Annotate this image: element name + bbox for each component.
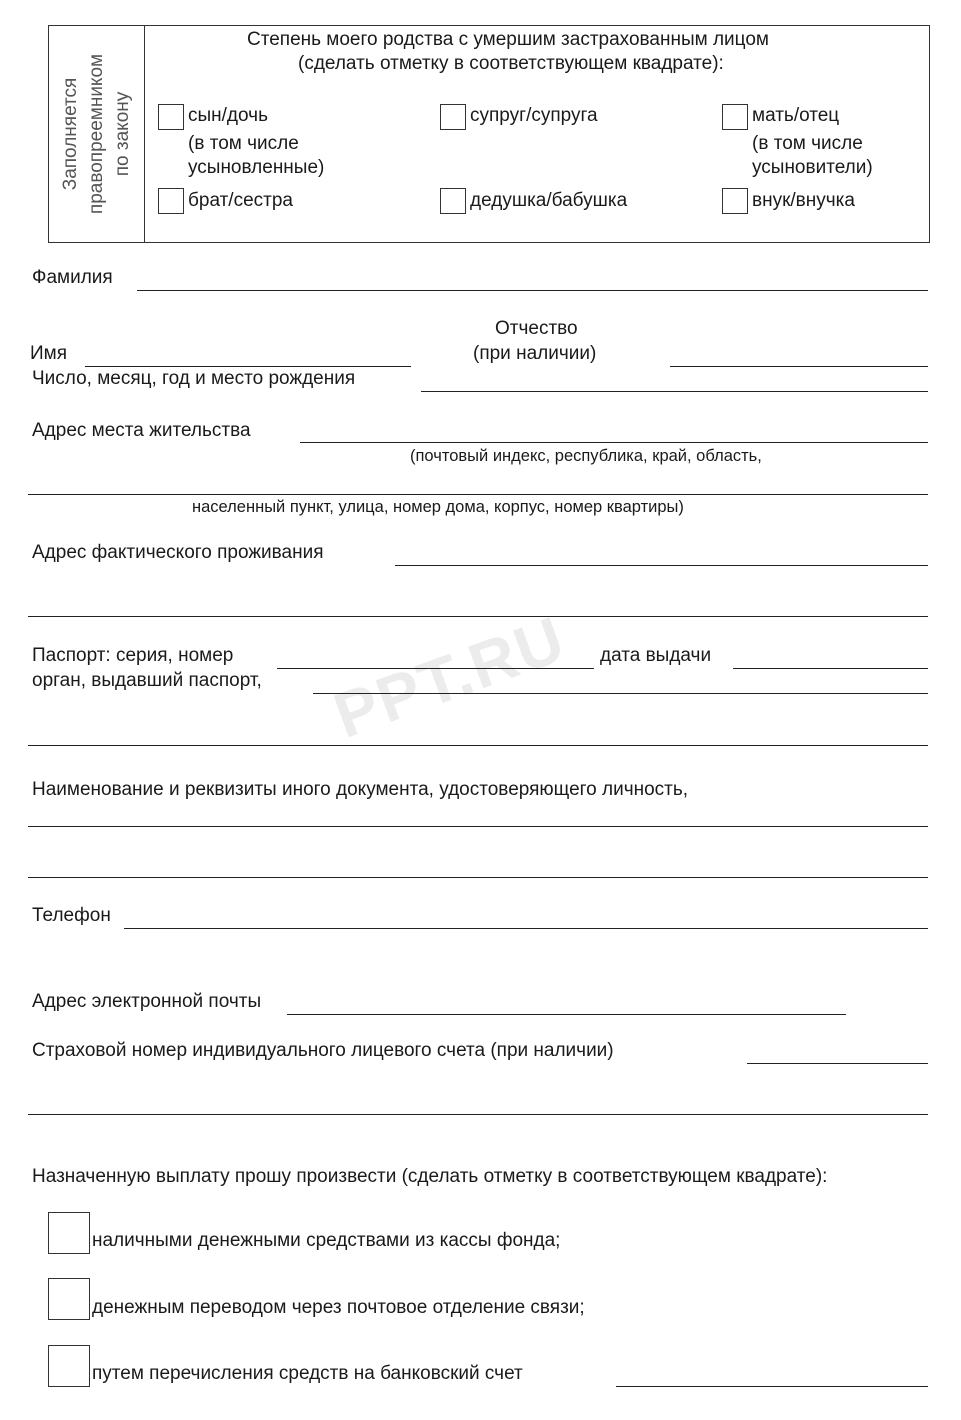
address-field-2[interactable] <box>28 494 928 495</box>
surname-label: Фамилия <box>32 267 113 288</box>
issue-date-label: дата выдачи <box>600 645 712 666</box>
issue-date-field[interactable] <box>733 668 928 669</box>
relation-title-hint: (сделать отметку в соответствующем квадрате): <box>298 53 724 74</box>
passport-field[interactable] <box>277 668 594 669</box>
address-label: Адрес места жительства <box>32 420 251 441</box>
option-note: усыновленные) <box>188 157 325 178</box>
checkbox-bank-account[interactable] <box>48 1345 90 1387</box>
checkbox-grandparent[interactable] <box>440 188 466 214</box>
checkbox-mother-father[interactable] <box>722 104 748 130</box>
birth-field[interactable] <box>421 391 928 392</box>
checkbox-son-daughter[interactable] <box>158 104 184 130</box>
side-label <box>49 26 144 242</box>
email-field[interactable] <box>287 1014 846 1015</box>
side-label-line: Заполняется <box>59 77 81 191</box>
snils-label: Страховой номер индивидуального лицевого счета (при наличии) <box>32 1040 614 1061</box>
watermark: PPT.RU <box>324 602 575 752</box>
patronymic-label: Отчество <box>495 318 578 339</box>
checkbox-cash[interactable] <box>48 1212 90 1254</box>
surname-field[interactable] <box>137 290 928 291</box>
payment-option-label: наличными денежными средствами из кассы фонда; <box>92 1230 561 1251</box>
issuer-field[interactable] <box>313 693 928 694</box>
name-label: Имя <box>30 343 68 364</box>
relation-box-divider <box>144 26 145 242</box>
email-label: Адрес электронной почты <box>32 991 262 1012</box>
actual-address-label: Адрес фактического проживания <box>32 542 324 563</box>
option-note: (в том числе <box>752 133 863 154</box>
other-doc-field[interactable] <box>28 826 928 827</box>
relation-title: Степень моего родства с умершим застрахованным лицом <box>247 29 769 50</box>
side-label-line: по закону <box>111 91 133 177</box>
phone-field[interactable] <box>124 928 928 929</box>
checkbox-postal-transfer[interactable] <box>48 1278 90 1320</box>
patronymic-hint: (при наличии) <box>473 343 597 364</box>
address-hint: населенный пункт, улица, номер дома, корпус, номер квартиры) <box>192 498 684 516</box>
checkbox-brother-sister[interactable] <box>158 188 184 214</box>
birth-label: Число, месяц, год и место рождения <box>32 368 356 389</box>
option-label: мать/отец <box>752 105 840 126</box>
passport-label: Паспорт: серия, номер <box>32 645 234 666</box>
issuer-label: орган, выдавший паспорт, <box>32 670 262 691</box>
option-note: (в том числе <box>188 133 299 154</box>
side-label-line: правопреемником <box>85 53 107 215</box>
snils-field[interactable] <box>747 1063 928 1064</box>
payment-option-label: денежным переводом через почтовое отделение связи; <box>92 1297 585 1318</box>
snils-field-2[interactable] <box>28 1114 928 1115</box>
payment-option-label: путем перечисления средств на банковский счет <box>92 1363 523 1384</box>
checkbox-grandchild[interactable] <box>722 188 748 214</box>
other-doc-field-2[interactable] <box>28 877 928 878</box>
actual-address-field[interactable] <box>395 565 928 566</box>
checkbox-spouse[interactable] <box>440 104 466 130</box>
other-doc-label: Наименование и реквизиты иного документа, удостоверяющего личность, <box>32 779 689 800</box>
option-note: усыновители) <box>752 157 873 178</box>
option-label: супруг/супруга <box>470 105 598 126</box>
option-label: сын/дочь <box>188 105 268 126</box>
address-hint: (почтовый индекс, республика, край, область, <box>410 447 762 465</box>
option-label: внук/внучка <box>752 190 855 211</box>
option-label: дедушка/бабушка <box>470 190 628 211</box>
issuer-field-2[interactable] <box>28 745 928 746</box>
patronymic-field[interactable] <box>670 366 928 367</box>
bank-account-field[interactable] <box>616 1386 928 1387</box>
option-label: брат/сестра <box>188 190 293 211</box>
address-field[interactable] <box>300 442 928 443</box>
actual-address-field-2[interactable] <box>28 616 928 617</box>
payment-title: Назначенную выплату прошу произвести (сделать отметку в соответствующем квадрате): <box>32 1166 828 1187</box>
phone-label: Телефон <box>32 905 111 926</box>
